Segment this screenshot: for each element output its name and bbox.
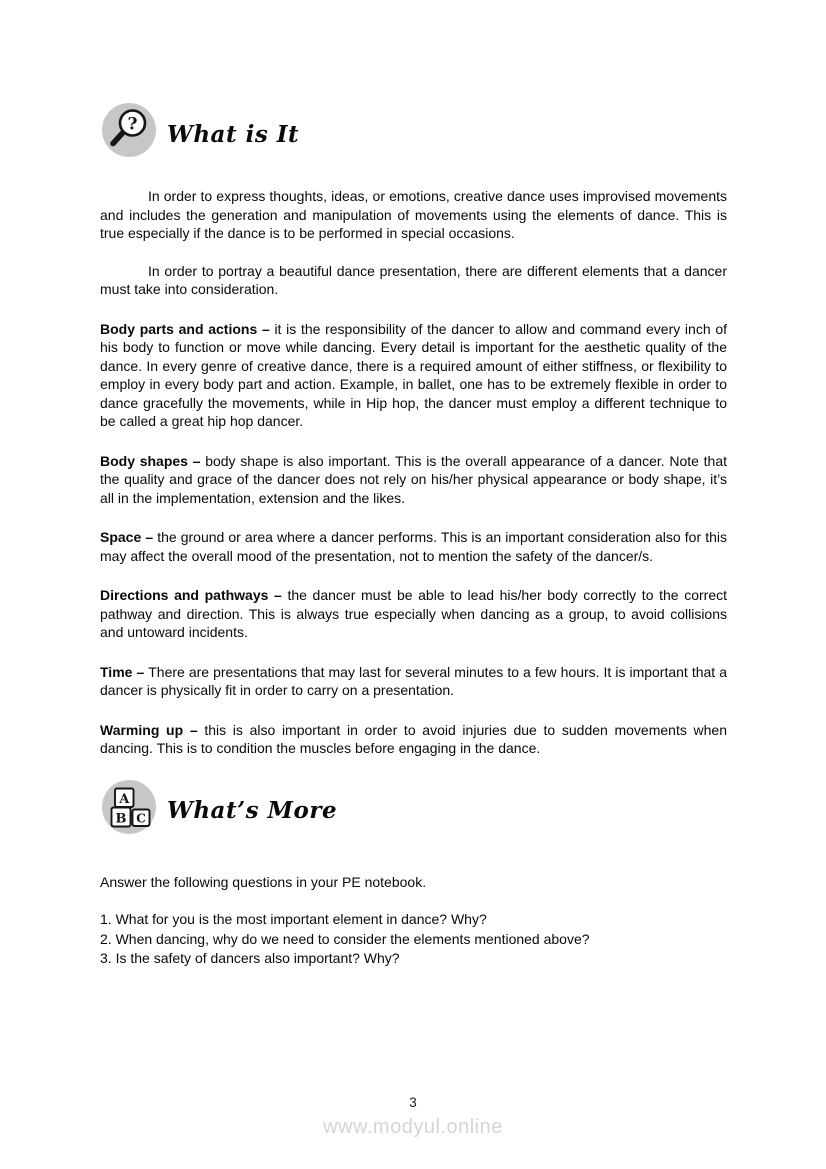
question-2: 2. When dancing, why do we need to consider the elements mentioned above? bbox=[100, 930, 590, 947]
page-number: 3 bbox=[409, 1095, 417, 1110]
instruction-text: Answer the following questions in your PE notebook. bbox=[100, 873, 427, 890]
element-desc-directions: the dancer must be able to lead his/her body correctly to the correct pathway and direction. This is always true especially when dancing as a group, to avoid collisions and untoward incidents. bbox=[100, 587, 727, 640]
question-1: 1. What for you is the most important element in dance? Why? bbox=[100, 911, 487, 927]
section-header-what-is-it bbox=[102, 103, 727, 157]
paragraph-element-body-shapes bbox=[100, 452, 727, 508]
abc-blocks-icon bbox=[102, 780, 156, 834]
paragraph-element-space bbox=[100, 528, 727, 565]
element-desc-time: There are presentations that may last for several minutes to a few hours. It is important that a dancer is physically fit in order to carry on a presentation. bbox=[100, 663, 727, 698]
element-desc-warming-up: this is also important in order to avoid injuries due to sudden movements when dancing. This is to condition the muscles before engaging in the dance. bbox=[100, 721, 727, 756]
page-content bbox=[100, 0, 727, 969]
block-letter-c: C bbox=[136, 811, 146, 825]
block-letter-a: A bbox=[119, 791, 130, 807]
section-title-what-is-it: What is It bbox=[167, 120, 300, 148]
question-mark-glyph: ? bbox=[127, 114, 138, 135]
element-term-space: Space – bbox=[100, 529, 158, 545]
paragraph-intro-1: In order to express thoughts, ideas, or emotions, creative dance uses improvised movements and includes the generation and manipulation of movements using the elements of dance. This is true especially if the dance is to be performed in special occasions. bbox=[100, 188, 727, 241]
questions-list bbox=[100, 910, 727, 969]
section-header-whats-more bbox=[102, 780, 727, 834]
paragraph-element-time bbox=[100, 663, 727, 700]
element-term-warming-up: Warming up – bbox=[100, 721, 205, 738]
element-term-time: Time – bbox=[100, 663, 149, 680]
element-term-directions: Directions and pathways – bbox=[100, 587, 288, 603]
paragraph-element-body-parts bbox=[100, 320, 727, 431]
element-desc-body-parts: it is the responsibility of the dancer to allow and command every inch of his body to function or move while dancing. Every detail is important for the aesthetic quality of the dance. In every genre of creative dance, there is a required amount of either stiffness, or flexibility to employ in every body part and action. Example, in ballet, one has to be extremely flexible in order to dance gracefully the movements, while in Hip hop, the dancer must employ a different technique to be called a great hip hop dancer. bbox=[100, 320, 727, 429]
question-3: 3. Is the safety of dancers also important? Why? bbox=[100, 950, 400, 966]
block-letter-b: B bbox=[115, 811, 127, 826]
paragraph-element-directions bbox=[100, 586, 727, 642]
section-title-whats-more: What’s More bbox=[167, 797, 338, 824]
paragraph-element-warming-up bbox=[100, 721, 727, 758]
page-footer bbox=[0, 1094, 826, 1139]
watermark-text: www.modyul.online bbox=[323, 1116, 503, 1138]
element-desc-space: the ground or area where a dancer performs. This is an important consideration also for this may affect the overall mood of the presentation, not to mention the safety of the dancer/s. bbox=[100, 529, 727, 564]
paragraph-intro-2: In order to portray a beautiful dance presentation, there are different elements that a dancer must take into consideration. bbox=[100, 262, 727, 297]
element-desc-body-shapes: body shape is also important. This is the overall appearance of a dancer. Note that the quality and grace of the dancer does not rely on his/her physical appearance or body shape, it’s all in the implementation, extension and the likes. bbox=[100, 452, 727, 506]
magnifier-question-icon bbox=[102, 103, 156, 157]
element-term-body-parts: Body parts and actions – bbox=[100, 320, 275, 337]
element-term-body-shapes: Body shapes – bbox=[100, 452, 206, 469]
